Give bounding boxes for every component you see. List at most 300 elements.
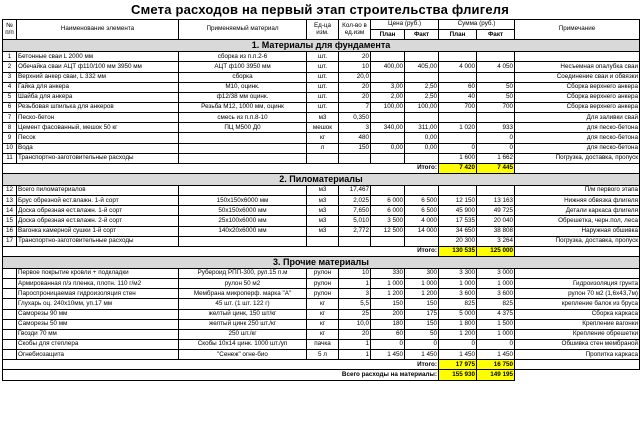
header-name: Наименование элемента: [17, 20, 179, 40]
cell-qty: 10,0: [339, 319, 371, 329]
cell-num: [3, 339, 17, 349]
cell-price-plan: 6 000: [371, 196, 405, 206]
table-row: [3, 226, 640, 236]
cell-price-fact: 6 500: [405, 196, 439, 206]
cell-qty: 1: [339, 339, 371, 349]
cell-qty: 0,350: [339, 113, 371, 123]
cell-note: Погрузка, доставка, пропуск: [515, 236, 640, 246]
cell-sum-plan: 5 000: [439, 309, 477, 319]
cell-qty: 20: [339, 82, 371, 92]
cell-price-fact: 1 200: [405, 289, 439, 299]
cell-name: Доска обрезная ест.влажн. 2-й сорт: [17, 216, 179, 226]
total-label: Итого:: [3, 246, 439, 256]
cell-num: 6: [3, 102, 17, 112]
cell-sum-fact: 1 000: [477, 279, 515, 289]
header-note: Примечание: [515, 20, 640, 40]
cell-sum-fact: 3 600: [477, 289, 515, 299]
table-row: [3, 350, 640, 360]
cell-qty: [339, 236, 371, 246]
cell-num: 2: [3, 62, 17, 72]
cell-qty: 7: [339, 102, 371, 112]
table-row: [3, 123, 640, 133]
cell-price-plan: 3 500: [371, 216, 405, 226]
cell-price-fact: 14 000: [405, 226, 439, 236]
cell-unit: л: [307, 143, 339, 153]
cell-note: Детали каркаса флигеля: [515, 206, 640, 216]
cell-unit: шт.: [307, 62, 339, 72]
cell-price-plan: 1 450: [371, 350, 405, 360]
cell-qty: 5,5: [339, 299, 371, 309]
cell-price-plan: 150: [371, 299, 405, 309]
cell-material: 45 шт. (1 шт. 122 г): [179, 299, 307, 309]
cell-name: Огнебиозащита: [17, 350, 179, 360]
cell-material: желтый цинк 250 шт./кг: [179, 319, 307, 329]
cell-material: [179, 153, 307, 163]
cell-qty: 5,010: [339, 216, 371, 226]
total-row: [3, 163, 640, 173]
table-row: [3, 299, 640, 309]
cell-price-fact: [405, 153, 439, 163]
cell-unit: шт.: [307, 102, 339, 112]
cell-note: Обшивка стен мембраной: [515, 339, 640, 349]
cell-material: 140х20х6000 мм: [179, 226, 307, 236]
cell-sum-plan: [439, 113, 477, 123]
cell-unit: пачка: [307, 339, 339, 349]
total-empty: [515, 163, 640, 173]
cell-price-plan: [371, 52, 405, 62]
cell-sum-fact: 1 662: [477, 153, 515, 163]
header-sum-plan: План: [439, 30, 477, 40]
cell-name: Обечайка сваи АЦТ ф110/100 мм 3950 мм: [17, 62, 179, 72]
cell-num: 15: [3, 216, 17, 226]
cell-unit: кг: [307, 133, 339, 143]
cell-price-fact: 175: [405, 309, 439, 319]
cell-note: Наружная обшивка: [515, 226, 640, 236]
section-row: [3, 256, 640, 268]
cell-num: 3: [3, 72, 17, 82]
total-fact: 125 000: [477, 246, 515, 256]
cell-note: [515, 268, 640, 278]
cell-name: Транспортно-заготовительные расходы: [17, 236, 179, 246]
cell-qty: 3: [339, 289, 371, 299]
cell-unit: рулон: [307, 279, 339, 289]
cell-price-fact: 150: [405, 319, 439, 329]
cell-material: Рубероид РПП-300, рул.15 п.м: [179, 268, 307, 278]
cell-unit: шт.: [307, 52, 339, 62]
cell-price-fact: 1 450: [405, 350, 439, 360]
table-row: [3, 82, 640, 92]
cell-sum-plan: [439, 52, 477, 62]
cell-material: желтый цинк, 150 шт/кг: [179, 309, 307, 319]
cell-name: Песок: [17, 133, 179, 143]
cell-qty: 480: [339, 133, 371, 143]
cell-qty: 20: [339, 92, 371, 102]
cell-qty: 20: [339, 329, 371, 339]
cell-name: Армированная п/э пленка, плотн. 110 г/м2: [17, 279, 179, 289]
table-row: [3, 268, 640, 278]
cell-note: рулон 70 м2 (1,6х43,7м): [515, 289, 640, 299]
cell-sum-fact: [477, 72, 515, 82]
cell-unit: шт.: [307, 92, 339, 102]
cell-note: для песко-бетона: [515, 133, 640, 143]
cell-sum-plan: 60: [439, 82, 477, 92]
cell-note: для песко-бетона: [515, 143, 640, 153]
cell-qty: 2,772: [339, 226, 371, 236]
table-row: [3, 319, 640, 329]
cell-material: ПЦ М500 Д0: [179, 123, 307, 133]
cell-note: Крепление обрешетки: [515, 329, 640, 339]
cell-sum-fact: 1 000: [477, 329, 515, 339]
grand-total-empty: [515, 370, 640, 380]
table-row: [3, 329, 640, 339]
table-row: [3, 92, 640, 102]
table-row: [3, 216, 640, 226]
cell-sum-plan: 45 900: [439, 206, 477, 216]
cell-price-fact: 2,50: [405, 92, 439, 102]
cell-num: 14: [3, 206, 17, 216]
cell-num: 8: [3, 123, 17, 133]
cell-qty: 10: [339, 62, 371, 72]
cell-sum-fact: 3 264: [477, 236, 515, 246]
header-num: № п/п: [3, 20, 17, 40]
cell-note: Нижняя обвязка флигеля: [515, 196, 640, 206]
cell-sum-fact: 49 725: [477, 206, 515, 216]
cell-unit: м3: [307, 113, 339, 123]
cell-price-plan: [371, 236, 405, 246]
cell-note: Обрешетка, черн.пол, леса: [515, 216, 640, 226]
table-row: [3, 196, 640, 206]
header-price-fact: Факт: [405, 30, 439, 40]
cell-price-fact: [405, 52, 439, 62]
total-row: [3, 246, 640, 256]
cell-num: 16: [3, 226, 17, 236]
cell-qty: 1: [339, 279, 371, 289]
cell-price-fact: 405,00: [405, 62, 439, 72]
cell-price-fact: 150: [405, 299, 439, 309]
cell-num: 11: [3, 153, 17, 163]
cell-sum-plan: 17 535: [439, 216, 477, 226]
cell-price-plan: 0,00: [371, 143, 405, 153]
cell-num: [3, 309, 17, 319]
cell-sum-fact: 700: [477, 102, 515, 112]
cell-price-fact: 50: [405, 329, 439, 339]
cell-price-plan: 6 000: [371, 206, 405, 216]
cell-sum-fact: 4 375: [477, 309, 515, 319]
cell-material: [179, 143, 307, 153]
cell-unit: кг: [307, 309, 339, 319]
total-plan: 7 420: [439, 163, 477, 173]
cell-price-plan: 200: [371, 309, 405, 319]
cell-price-plan: 60: [371, 329, 405, 339]
cell-unit: 5 л: [307, 350, 339, 360]
cell-price-fact: [405, 113, 439, 123]
cell-note: Гидроизоляция грунта: [515, 279, 640, 289]
cell-price-fact: 100,00: [405, 102, 439, 112]
cell-name: Вагонка камерной сушки 1-й сорт: [17, 226, 179, 236]
cell-material: "Сенеж" огне-био: [179, 350, 307, 360]
cell-name: Гайка для анкера: [17, 82, 179, 92]
cell-price-fact: [405, 236, 439, 246]
total-fact: 7 445: [477, 163, 515, 173]
cell-unit: м3: [307, 185, 339, 195]
cell-qty: 1: [339, 350, 371, 360]
table-row: [3, 52, 640, 62]
cell-sum-fact: 50: [477, 82, 515, 92]
grand-total-label: Всего расходы на материалы:: [3, 370, 439, 380]
cell-qty: [339, 153, 371, 163]
cell-num: 10: [3, 143, 17, 153]
cell-num: [3, 289, 17, 299]
table-row: [3, 236, 640, 246]
cell-price-plan: 340,00: [371, 123, 405, 133]
cell-sum-fact: 0: [477, 143, 515, 153]
cell-material: Скобы 10х14 цинк. 1000 шт./уп: [179, 339, 307, 349]
cell-unit: кг: [307, 329, 339, 339]
cell-price-plan: [371, 72, 405, 82]
cell-material: [179, 185, 307, 195]
cell-sum-plan: 3 600: [439, 289, 477, 299]
cell-qty: 17,467: [339, 185, 371, 195]
cell-price-fact: 0,00: [405, 143, 439, 153]
cell-num: 4: [3, 82, 17, 92]
section-title: 3. Прочие материалы: [3, 256, 640, 268]
table-row: [3, 102, 640, 112]
cell-sum-fact: 0: [477, 133, 515, 143]
cell-note: Сборка каркаса: [515, 309, 640, 319]
cell-sum-plan: 12 150: [439, 196, 477, 206]
table-row: [3, 113, 640, 123]
cell-note: [515, 52, 640, 62]
cell-unit: кг: [307, 299, 339, 309]
cell-num: [3, 319, 17, 329]
cell-name: Всего пиломатериалов: [17, 185, 179, 195]
cell-num: [3, 299, 17, 309]
table-row: [3, 185, 640, 195]
cell-sum-fact: 4 050: [477, 62, 515, 72]
cell-sum-plan: 1 600: [439, 153, 477, 163]
cell-num: [3, 268, 17, 278]
cell-name: Гвозди 70 мм: [17, 329, 179, 339]
cell-unit: рулон: [307, 268, 339, 278]
cell-num: 13: [3, 196, 17, 206]
cell-sum-plan: 20 300: [439, 236, 477, 246]
section-row: [3, 40, 640, 52]
cell-unit: шт.: [307, 82, 339, 92]
cell-material: М10, оцинк.: [179, 82, 307, 92]
table-row: [3, 206, 640, 216]
cell-name: Вода: [17, 143, 179, 153]
table-row: [3, 62, 640, 72]
cell-num: 1: [3, 52, 17, 62]
table-row: [3, 339, 640, 349]
cell-num: 9: [3, 133, 17, 143]
cell-sum-fact: 38 808: [477, 226, 515, 236]
cell-note: Сборка верхнего анкера: [515, 92, 640, 102]
estimate-table: [2, 19, 640, 381]
cell-name: Саморезы 90 мм: [17, 309, 179, 319]
header-price-plan: План: [371, 30, 405, 40]
cell-name: Шайба для анкера: [17, 92, 179, 102]
cell-qty: 25: [339, 309, 371, 319]
cell-note: Пропитка каркаса: [515, 350, 640, 360]
cell-price-plan: 0: [371, 339, 405, 349]
cell-sum-plan: 1 450: [439, 350, 477, 360]
cell-name: Пароспроницаемая гидроизоляция стен: [17, 289, 179, 299]
cell-material: рулон 50 м2: [179, 279, 307, 289]
cell-sum-fact: [477, 113, 515, 123]
total-fact: 16 750: [477, 360, 515, 370]
cell-name: Первое покрытие кровли + подкладки: [17, 268, 179, 278]
cell-material: [179, 133, 307, 143]
cell-sum-plan: 4 000: [439, 62, 477, 72]
cell-sum-fact: [477, 52, 515, 62]
cell-sum-fact: 20 040: [477, 216, 515, 226]
cell-price-plan: 1 000: [371, 279, 405, 289]
cell-note: Крепление вагонки: [515, 319, 640, 329]
cell-sum-fact: 0: [477, 339, 515, 349]
header-sum-fact: Факт: [477, 30, 515, 40]
cell-unit: м3: [307, 206, 339, 216]
cell-note: Для заливки свай: [515, 113, 640, 123]
cell-num: [3, 350, 17, 360]
cell-sum-plan: [439, 185, 477, 195]
cell-qty: 150: [339, 143, 371, 153]
cell-name: Бетонные сваи L 2000 мм: [17, 52, 179, 62]
cell-price-fact: [405, 185, 439, 195]
header-sum: Сумма (руб.): [439, 20, 515, 30]
cell-sum-plan: 700: [439, 102, 477, 112]
cell-material: [179, 236, 307, 246]
total-plan: 17 975: [439, 360, 477, 370]
cell-material: 25х100х6000 мм: [179, 216, 307, 226]
cell-sum-plan: [439, 72, 477, 82]
cell-price-fact: 4 000: [405, 216, 439, 226]
cell-price-plan: 400,00: [371, 62, 405, 72]
table-row: [3, 133, 640, 143]
cell-num: [3, 279, 17, 289]
cell-num: [3, 329, 17, 339]
cell-name: Транспортно-заготовительные расходы: [17, 153, 179, 163]
cell-note: крепление балок из бруса: [515, 299, 640, 309]
cell-num: 7: [3, 113, 17, 123]
grand-total-row: [3, 370, 640, 380]
header-unit: Ед-ца изм.: [307, 20, 339, 40]
cell-unit: [307, 236, 339, 246]
cell-qty: 7,650: [339, 206, 371, 216]
cell-price-plan: 12 500: [371, 226, 405, 236]
total-empty: [515, 360, 640, 370]
cell-sum-fact: [477, 185, 515, 195]
cell-num: 17: [3, 236, 17, 246]
table-row: [3, 279, 640, 289]
header-row: [3, 20, 640, 30]
cell-unit: [307, 153, 339, 163]
total-row: [3, 360, 640, 370]
cell-price-plan: 3,00: [371, 82, 405, 92]
cell-sum-plan: 40: [439, 92, 477, 102]
cell-material: сборка из п.п.2-6: [179, 52, 307, 62]
cell-price-plan: 330: [371, 268, 405, 278]
cell-qty: 10: [339, 268, 371, 278]
cell-material: сборка: [179, 72, 307, 82]
cell-price-fact: 0,00: [405, 133, 439, 143]
total-label: Итого:: [3, 163, 439, 173]
cell-sum-plan: 1 800: [439, 319, 477, 329]
total-empty: [515, 246, 640, 256]
cell-name: Цемент фасованный, мешок 50 кг: [17, 123, 179, 133]
cell-qty: 20,0: [339, 72, 371, 82]
cell-material: смесь из п.п.8-10: [179, 113, 307, 123]
table-row: [3, 153, 640, 163]
header-qty: Кол-во в ед.изм: [339, 20, 371, 40]
cell-sum-plan: 1 000: [439, 279, 477, 289]
cell-name: Песко-бетон: [17, 113, 179, 123]
cell-name: Скобы для степлера: [17, 339, 179, 349]
cell-name: Доска обрезная ест.влажн. 1-й сорт: [17, 206, 179, 216]
cell-material: Резьба М12, 1000 мм, оцинк: [179, 102, 307, 112]
cell-name: Саморезы 50 мм: [17, 319, 179, 329]
cell-unit: рулон: [307, 289, 339, 299]
cell-sum-fact: 1 450: [477, 350, 515, 360]
cell-material: 150х150х6000 мм: [179, 196, 307, 206]
cell-sum-fact: 50: [477, 92, 515, 102]
cell-note: Несъемная опалубка сваи: [515, 62, 640, 72]
cell-sum-fact: 933: [477, 123, 515, 133]
cell-sum-plan: 825: [439, 299, 477, 309]
cell-material: Мембрана микроперф. марка "А": [179, 289, 307, 299]
table-row: [3, 289, 640, 299]
cell-material: АЦТ ф100 3950 мм: [179, 62, 307, 72]
cell-name: Резьбовая шпилька для анкеров: [17, 102, 179, 112]
page-title: Смета расходов на первый этап строительства флигеля: [130, 2, 510, 17]
section-row: [3, 173, 640, 185]
cell-price-fact: 1 000: [405, 279, 439, 289]
cell-price-fact: 2,50: [405, 82, 439, 92]
cell-unit: мешок: [307, 123, 339, 133]
cell-note: Погрузка, доставка, пропуск: [515, 153, 640, 163]
header-material: Применяемый материал: [179, 20, 307, 40]
cell-price-fact: 6 500: [405, 206, 439, 216]
cell-price-fact: 0: [405, 339, 439, 349]
cell-price-fact: [405, 72, 439, 82]
cell-price-plan: [371, 113, 405, 123]
cell-price-plan: 180: [371, 319, 405, 329]
cell-num: 5: [3, 92, 17, 102]
grand-total-fact: 149 195: [477, 370, 515, 380]
cell-sum-fact: 1 500: [477, 319, 515, 329]
cell-sum-plan: 34 650: [439, 226, 477, 236]
cell-material: ф12/38 мм оцинк.: [179, 92, 307, 102]
table-row: [3, 72, 640, 82]
cell-note: Соединение сваи и обвязки: [515, 72, 640, 82]
cell-name: Верхний анкер сваи, L 332 мм: [17, 72, 179, 82]
total-plan: 130 535: [439, 246, 477, 256]
cell-sum-fact: 3 000: [477, 268, 515, 278]
cell-sum-plan: 0: [439, 143, 477, 153]
cell-sum-plan: 3 300: [439, 268, 477, 278]
cell-unit: м3: [307, 226, 339, 236]
cell-note: П/м первого этапа: [515, 185, 640, 195]
cell-note: Сборка верхнего анкера: [515, 102, 640, 112]
cell-note: Сборка верхнего анкера: [515, 82, 640, 92]
cell-price-plan: [371, 185, 405, 195]
cell-price-plan: [371, 153, 405, 163]
cell-sum-plan: 0: [439, 339, 477, 349]
cell-name: Глухарь оц. 240х10мм, уп.17 мм: [17, 299, 179, 309]
section-title: 2. Пиломатериалы: [3, 173, 640, 185]
cell-unit: шт.: [307, 72, 339, 82]
cell-price-fact: 311,00: [405, 123, 439, 133]
